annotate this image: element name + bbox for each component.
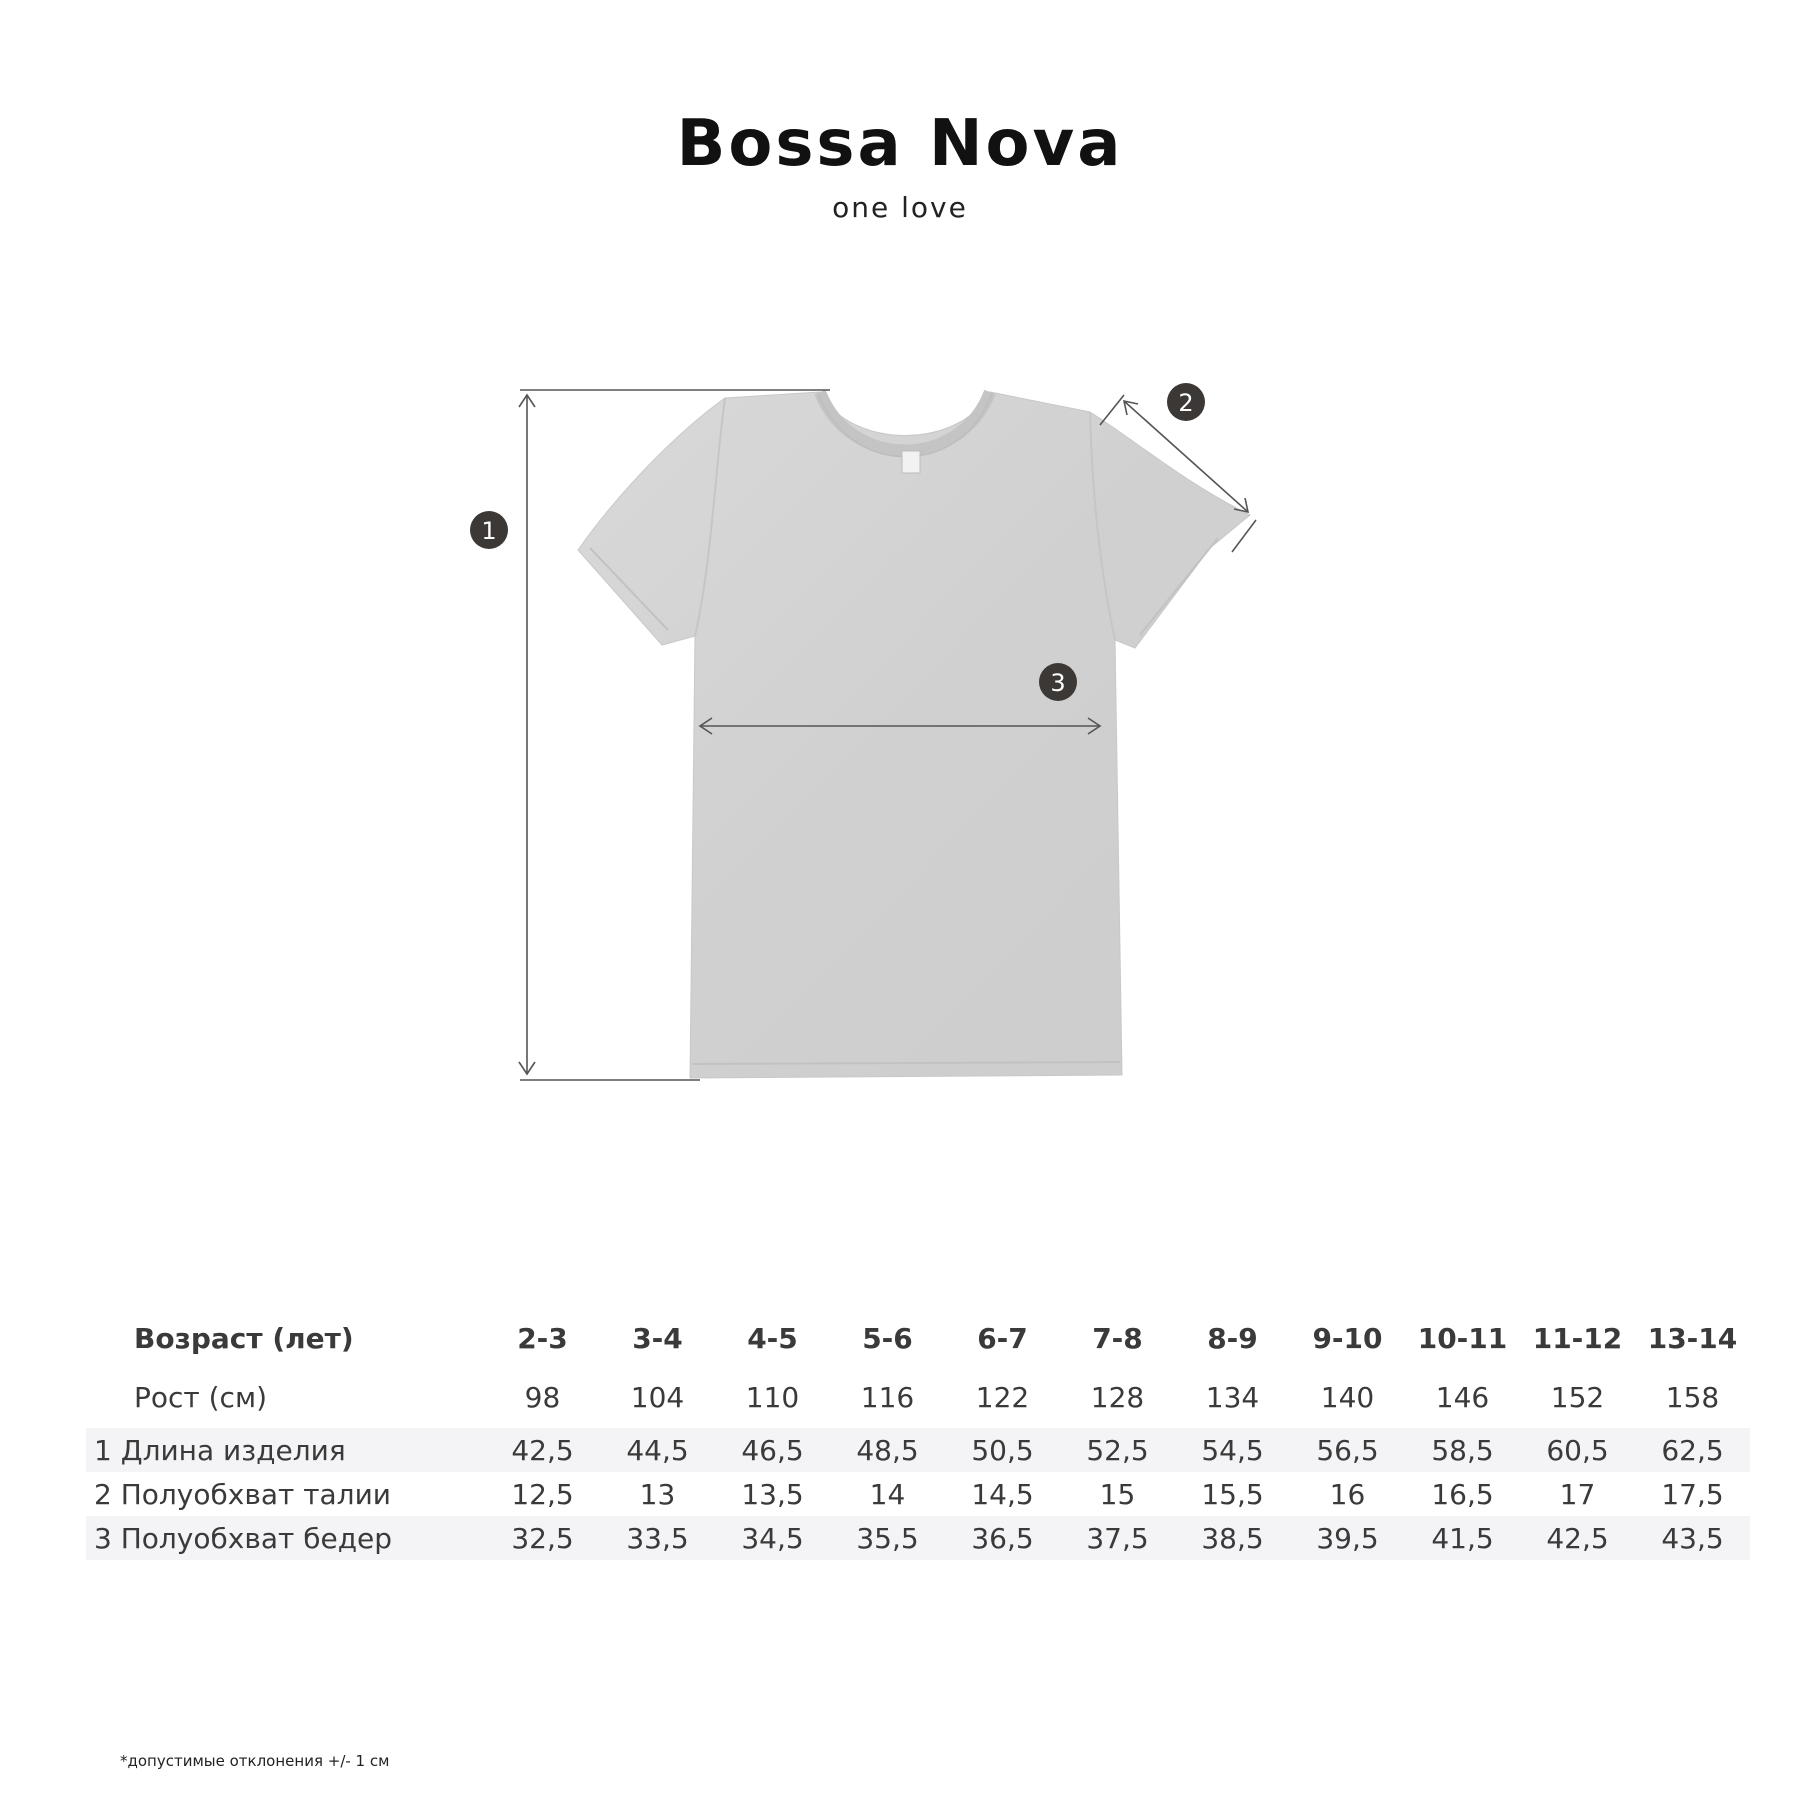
age-cell: 5-6 [862, 1321, 913, 1355]
height-cell: 152 [1550, 1380, 1605, 1414]
hips-cell: 43,5 [1661, 1521, 1724, 1555]
waist-cell: 12,5 [511, 1477, 574, 1511]
waist-cell: 15,5 [1201, 1477, 1264, 1511]
age-cell: 2-3 [517, 1321, 568, 1355]
length-cell: 44,5 [626, 1433, 689, 1467]
marker-2 [1167, 383, 1205, 421]
height-row [86, 1366, 1750, 1428]
age-header-row [86, 1310, 1750, 1366]
waist-cell: 16,5 [1431, 1477, 1494, 1511]
size-table [86, 1310, 1750, 1560]
age-cell: 10-11 [1417, 1321, 1508, 1355]
age-cell: 8-9 [1207, 1321, 1258, 1355]
hips-cell: 38,5 [1201, 1521, 1264, 1555]
hips-cell: 39,5 [1316, 1521, 1379, 1555]
hips-cell: 32,5 [511, 1521, 574, 1555]
marker-1 [470, 511, 508, 549]
hips-cell: 42,5 [1546, 1521, 1609, 1555]
tolerance-footnote: *допустимые отклонения +/- 1 см [120, 1752, 390, 1770]
brand-name: Bossa Nova [676, 107, 1124, 181]
age-cell: 6-7 [977, 1321, 1028, 1355]
age-cell: 13-14 [1647, 1321, 1738, 1355]
length-cell: 62,5 [1661, 1433, 1724, 1467]
length-row [86, 1428, 1750, 1472]
waist-cell: 15 [1099, 1477, 1136, 1511]
length-cell: 46,5 [741, 1433, 804, 1467]
waist-cell: 17,5 [1661, 1477, 1724, 1511]
hips-cell: 37,5 [1086, 1521, 1149, 1555]
age-header-label: Возраст (лет) [134, 1321, 354, 1355]
marker-2-number: 2 [1178, 389, 1194, 417]
age-cell: 7-8 [1092, 1321, 1143, 1355]
hips-cell: 33,5 [626, 1521, 689, 1555]
marker-3-number: 3 [1050, 669, 1066, 697]
length-cell: 56,5 [1316, 1433, 1379, 1467]
length-cell: 58,5 [1431, 1433, 1494, 1467]
age-cell: 4-5 [747, 1321, 798, 1355]
height-cell: 134 [1205, 1380, 1260, 1414]
tshirt-icon [578, 392, 1250, 1078]
waist-row-label: 2 Полуобхват талии [94, 1477, 391, 1511]
waist-cell: 14,5 [971, 1477, 1034, 1511]
height-cell: 116 [860, 1380, 915, 1414]
length-cell: 54,5 [1201, 1433, 1264, 1467]
waist-cell: 13 [639, 1477, 676, 1511]
waist-row [86, 1472, 1750, 1516]
height-cell: 146 [1435, 1380, 1490, 1414]
hips-cell: 41,5 [1431, 1521, 1494, 1555]
age-cell: 3-4 [632, 1321, 683, 1355]
waist-cell: 17 [1559, 1477, 1596, 1511]
hips-row-label: 3 Полуобхват бедер [94, 1521, 393, 1555]
hips-cell: 36,5 [971, 1521, 1034, 1555]
length-row-label: 1 Длина изделия [94, 1433, 346, 1467]
length-cell: 42,5 [511, 1433, 574, 1467]
waist-cell: 14 [869, 1477, 906, 1511]
size-label-tag [902, 451, 920, 473]
length-cell: 60,5 [1546, 1433, 1609, 1467]
height-cell: 122 [975, 1380, 1030, 1414]
height-cell: 98 [524, 1380, 561, 1414]
hips-cell: 34,5 [741, 1521, 804, 1555]
height-cell: 158 [1665, 1380, 1720, 1414]
height-cell: 128 [1090, 1380, 1145, 1414]
hips-row [86, 1516, 1750, 1560]
marker-3 [1039, 663, 1077, 701]
length-cell: 52,5 [1086, 1433, 1149, 1467]
waist-cell: 16 [1329, 1477, 1366, 1511]
age-cell: 9-10 [1312, 1321, 1383, 1355]
waist-cell: 13,5 [741, 1477, 804, 1511]
height-cell: 104 [630, 1380, 685, 1414]
marker-1-number: 1 [481, 517, 497, 545]
hips-cell: 35,5 [856, 1521, 919, 1555]
length-cell: 50,5 [971, 1433, 1034, 1467]
height-row-label: Рост (см) [134, 1380, 267, 1414]
age-cell: 11-12 [1532, 1321, 1623, 1355]
brand-tagline: one love [832, 191, 968, 224]
height-cell: 140 [1320, 1380, 1375, 1414]
length-cell: 48,5 [856, 1433, 919, 1467]
height-cell: 110 [745, 1380, 800, 1414]
